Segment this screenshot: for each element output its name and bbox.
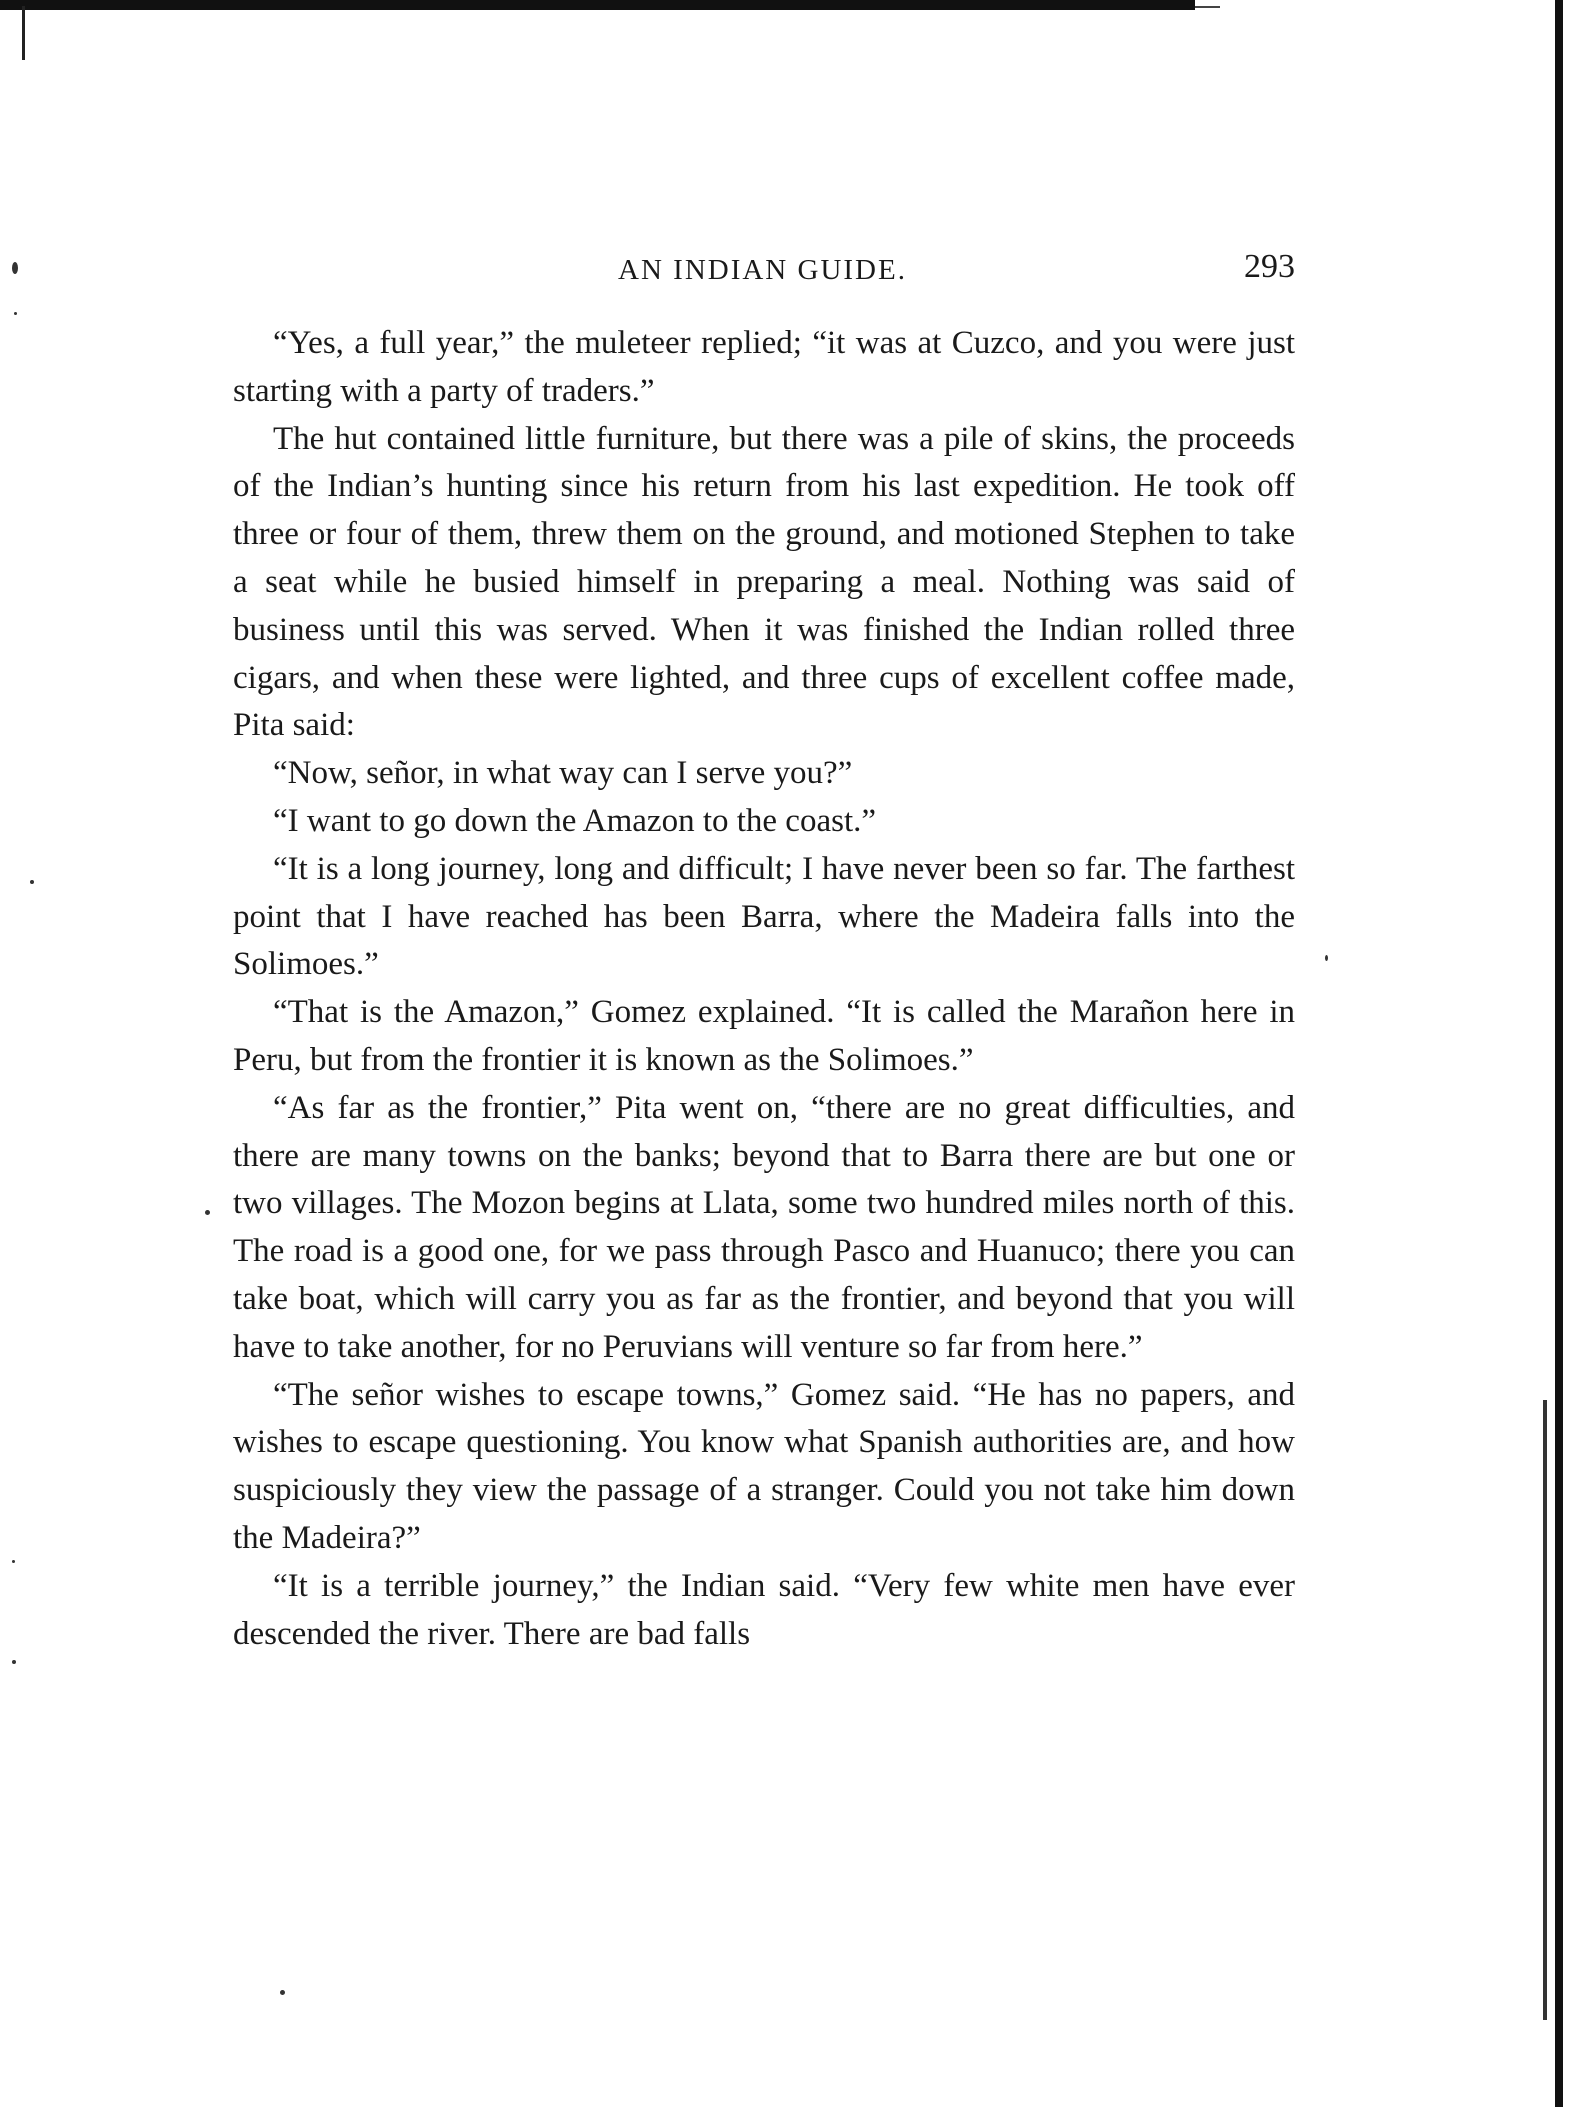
corner-mark [22,6,25,60]
top-border-rule-tail [1195,6,1220,8]
paragraph: “Now, señor, in what way can I serve you?” [273,755,853,792]
paragraph: “It is a long journey, long and difficult; I have never been so far. The farthest point that I have reached has been Barra, where the Madeira falls into the Solimoes.” [233,850,1295,983]
paragraph: “Yes, a full year,” the muleteer replied; “it was at Cuzco, and you were just starting with a party of traders.” [233,325,1295,409]
body-text [233,320,1295,1658]
paragraph: “I want to go down the Amazon to the coast.” [273,802,877,839]
paragraph: “It is a terrible journey,” the Indian said. “Very few white men have ever descended the river. There are bad falls [233,1567,1295,1652]
paragraph: “As far as the frontier,” Pita went on, “there are no great difficulties, and there are many towns on the banks; beyond that to Barra there are but one or two villages. The Mozon begins at Llata, some two hundred miles north of this. The road is a good one, for we pass through Pasco and Huanuco; there you can take boat, which will carry you as far as the frontier, and beyond that you will have to take another, for no Peruvians will venture so far from here.” [233,1089,1295,1365]
page-header [230,248,1295,288]
top-border-rule [0,0,1195,10]
page-number: 293 [1244,248,1295,285]
right-page-edge [1555,0,1563,2107]
paragraph: The hut contained little furniture, but there was a pile of skins, the proceeds of the Indian’s hunting since his return from his last expedition. He took off three or four of them, threw them on the ground, and motioned Stephen to take a seat while he busied himself in preparing a meal. Nothing was said of business until this was served. When it was finished the Indian rolled three cigars, and when these were lighted, and three cups of excellent coffee made, Pita said: [233,420,1295,744]
running-head: AN INDIAN GUIDE. [618,254,907,286]
right-page-edge-inner [1543,1400,1547,2020]
paragraph: “That is the Amazon,” Gomez explained. “It is called the Marañon here in Peru, but from the frontier it is known as the Solimoes.” [233,994,1295,1078]
paragraph: “The señor wishes to escape towns,” Gomez said. “He has no papers, and wishes to escape questioning. You know what Spanish authorities are, and how suspiciously they view the passage of a stranger. Could you not take him down the Madeira?” [233,1376,1295,1556]
